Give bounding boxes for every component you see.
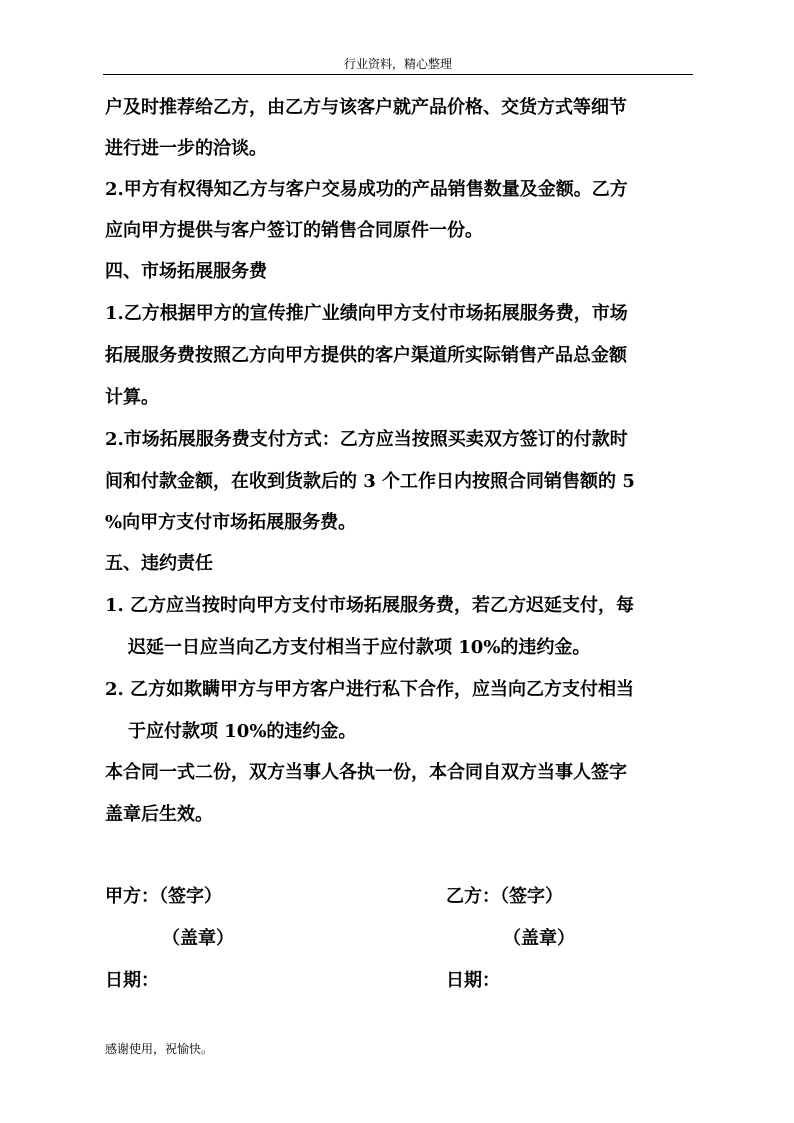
section-heading: 四、市场拓展服务费 [105,261,267,282]
party-b-date: 日期： [446,970,500,991]
contract-line: 本合同一式二份，双方当事人各执一份，本合同自双方当事人签字 [105,762,627,783]
contract-line: 2.市场拓展服务费支付方式：乙方应当按照买卖双方签订的付款时 [105,429,628,450]
page-footer: 感谢使用，祝愉快。 [105,1042,214,1056]
contract-line: 应向甲方提供与客户签订的销售合同原件一份。 [105,220,483,241]
contract-line: 1.乙方根据甲方的宣传推广业绩向甲方支付市场拓展服务费，市场 [105,303,628,324]
party-b-signature: 乙方：（签字） [446,886,563,907]
contract-line: %向甲方支付市场拓展服务费。 [105,512,357,533]
contract-line: 1. 乙方应当按时向甲方支付市场拓展服务费，若乙方迟延支付，每 [105,595,635,616]
party-a-signature: 甲方：（签字） [105,886,222,907]
contract-line: 2. 乙方如欺瞒甲方与甲方客户进行私下合作，应当向乙方支付相当 [105,679,635,700]
party-a-date: 日期： [105,970,159,991]
contract-line: 间和付款金额，在收到货款后的 3 个工作日内按照合同销售额的 5 [105,471,635,492]
contract-line: 盖章后生效。 [105,804,213,825]
section-heading: 五、违约责任 [105,553,213,574]
contract-line: 计算。 [105,387,159,408]
party-b-seal: （盖章） [503,928,575,949]
contract-line: 2.甲方有权得知乙方与客户交易成功的产品销售数量及金额。乙方 [105,179,628,200]
contract-line: 迟延一日应当向乙方支付相当于应付款项 10%的违约金。 [128,637,591,658]
contract-line: 于应付款项 10%的违约金。 [128,721,357,742]
header-divider [103,74,693,75]
contract-line: 拓展服务费按照乙方向甲方提供的客户渠道所实际销售产品总金额 [105,345,627,366]
contract-line: 户及时推荐给乙方，由乙方与该客户就产品价格、交货方式等细节 [105,97,627,118]
page-header: 行业资料，精心整理 [343,57,452,71]
contract-line: 进行进一步的洽谈。 [105,138,267,159]
party-a-seal: （盖章） [162,928,234,949]
